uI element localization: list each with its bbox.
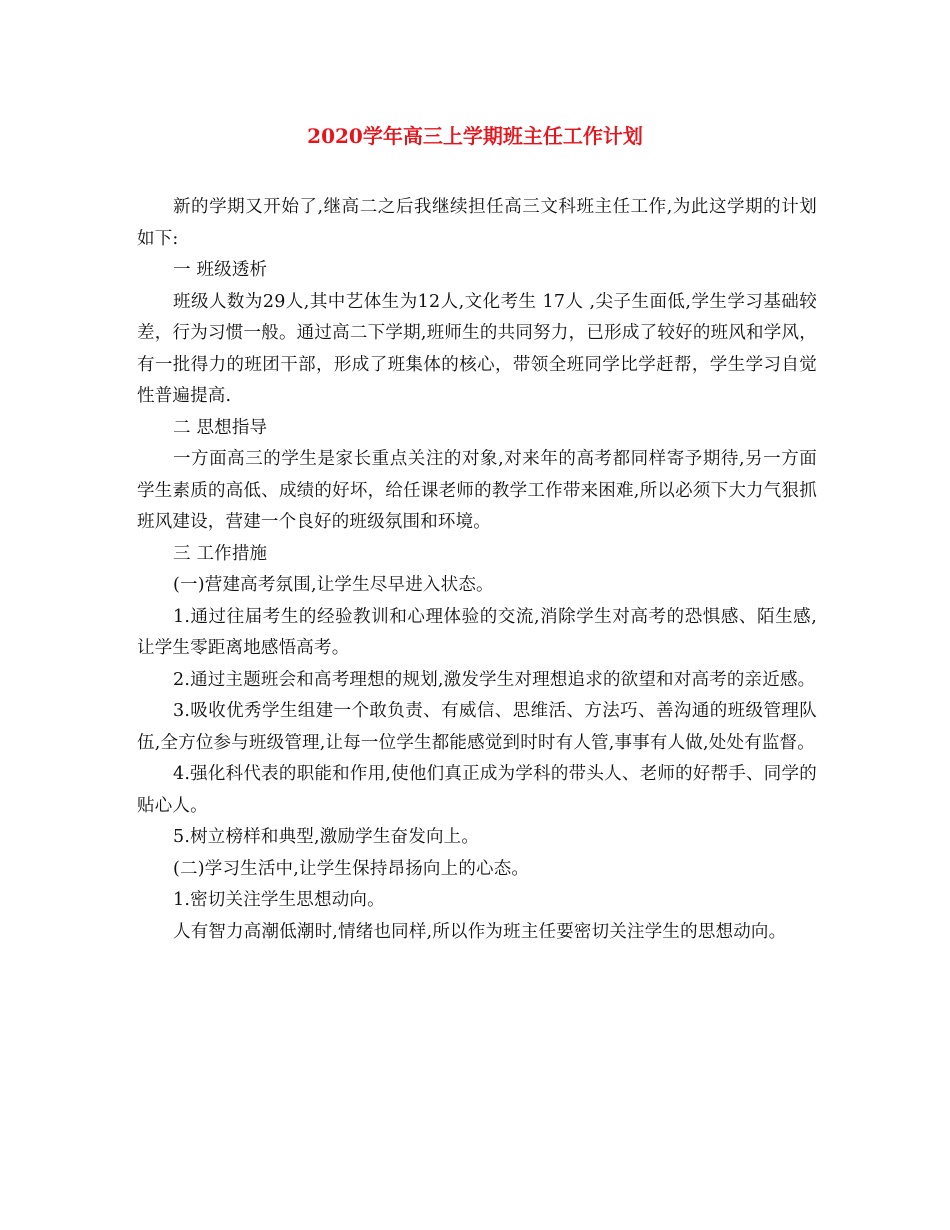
paragraph-guiding-thought: 一方面高三的学生是家长重点关注的对象,对来年的高考都同样寄予期待,另一方面学生素质的高低、成绩的好坏，给任课老师的教学工作带来困难,所以必须下大力气狠抓班风建设，营建一个良好的班级氛围和环境。 xyxy=(137,449,817,532)
document-title: 2020学年高三上学期班主任工作计划 xyxy=(307,124,643,148)
heading-guiding-thought: 二 思想指导 xyxy=(173,417,268,438)
paragraph-closing: 人有智力高潮低潮时,情绪也同样,所以作为班主任要密切关注学生的思想动向。 xyxy=(173,921,787,942)
list-item-4: 4.强化科代表的职能和作用,使他们真正成为学科的带头人、老师的好帮手、同学的贴心人。 xyxy=(137,764,817,816)
paragraph-class-analysis: 班级人数为29人,其中艺体生为12人,文化考生 17人 ,尖子生面低,学生学习基础较差，行为习惯一般。通过高二下学期,班师生的共同努力，已形成了较好的班风和学风，有一批得力的班团干部，形成了班集体的核心，带领全班同学比学赶帮，学生学习自觉性普遍提高. xyxy=(137,291,817,406)
heading-work-measures: 三 工作措施 xyxy=(173,543,268,564)
subheading-exam-atmosphere: (一)营建高考氛围,让学生尽早进入状态。 xyxy=(173,575,494,595)
subheading-positive-mindset: (二)学习生活中,让学生保持昂扬向上的心态。 xyxy=(173,858,530,879)
heading-class-analysis: 一 班级透析 xyxy=(173,260,268,280)
list-item-1: 1.通过往届考生的经验教训和心理体验的交流,消除学生对高考的恐惧感、陌生感,让学生零距离地感悟高考。 xyxy=(137,606,817,658)
paragraph-intro: 新的学期又开始了,继高二之后我继续担任高三文科班主任工作,为此这学期的计划如下: xyxy=(137,197,817,249)
list-item-mindset-1: 1.密切关注学生思想动向。 xyxy=(173,890,385,910)
list-item-2: 2.通过主题班会和高考理想的规划,激发学生对理想追求的欲望和对高考的亲近感。 xyxy=(173,669,816,690)
document-body xyxy=(137,192,817,948)
list-item-5: 5.树立榜样和典型,激励学生奋发向上。 xyxy=(173,827,480,847)
list-item-3: 3.吸收优秀学生组建一个敢负责、有威信、思维活、方法巧、善沟通的班级管理队伍,全方位参与班级管理,让每一位学生都能感觉到时时有人管,事事有人做,处处有监督。 xyxy=(137,701,817,753)
